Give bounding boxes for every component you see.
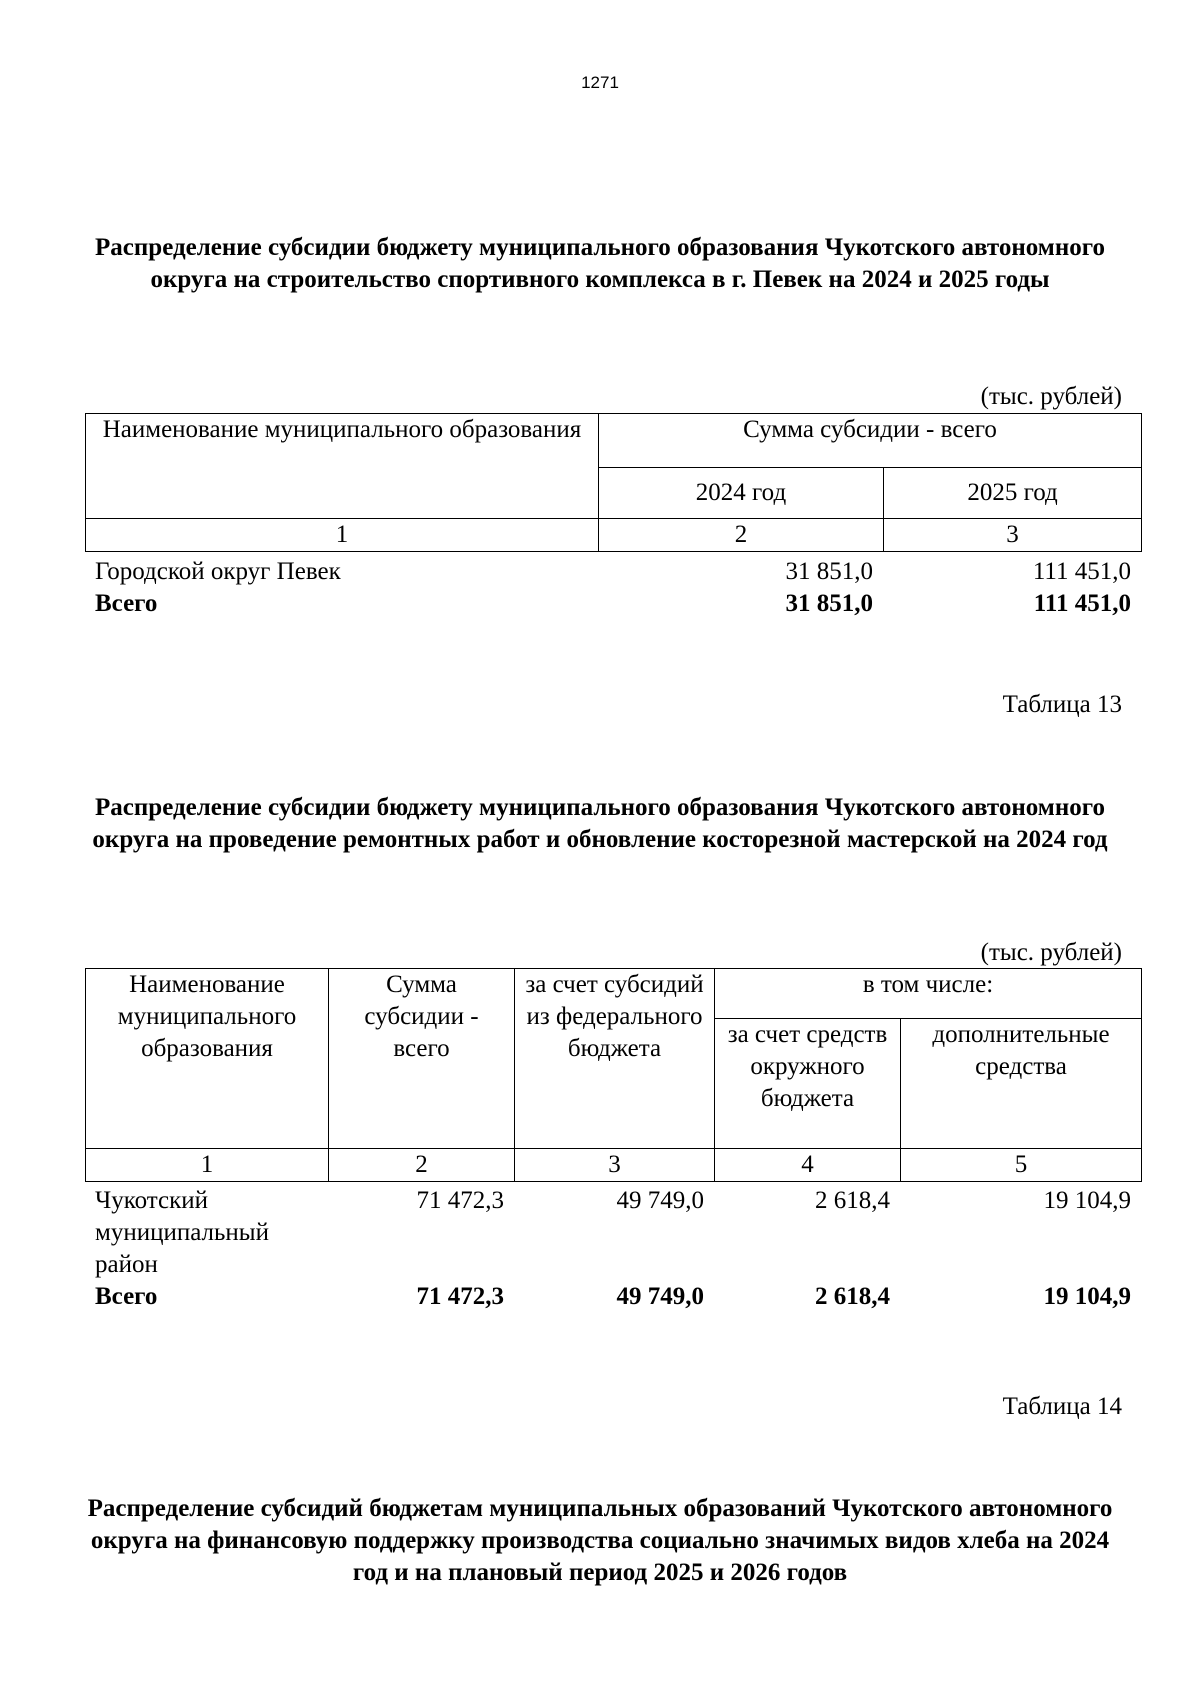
table12-body [85,556,1141,620]
page-number: 1271 [581,73,619,92]
table12-title: Распределение субсидии бюджету муниципального образования Чукотского автономного округа на строительство спортивного комплекса в г. Певек на 2024 и 2025 годы [95,234,1105,293]
table13-colnum: 2 [329,1149,515,1182]
table13-total-name: Всего [95,1283,158,1310]
table13-colnum: 5 [901,1149,1142,1182]
table12-row-2024: 31 851,0 [785,558,873,585]
table13-unit: (тыс. рублей) [980,939,1122,966]
table13-row-name: Чукотский муниципальный район [95,1187,269,1278]
table12-row-2025: 111 451,0 [1032,558,1131,585]
table13-header-name: Наименование муниципального образования [86,969,329,1149]
table12-total-name: Всего [95,590,158,617]
table13-colnum: 3 [515,1149,715,1182]
table13-row-okrug: 2 618,4 [815,1187,890,1214]
table12-header [85,413,1142,552]
table13-title: Распределение субсидии бюджету муниципального образования Чукотского автономного округа на проведение ремонтных работ и обновление косторезной мастерской на 2024 год [92,794,1108,853]
table13-colnum: 4 [715,1149,901,1182]
table14-title: Распределение субсидий бюджетам муниципальных образований Чукотского автономного округа на финансовую поддержку производства социально значимых видов хлеба на 2024 год и на плановый период 2025 и 2026 годов [87,1495,1113,1586]
table-row-total [85,1281,1141,1313]
table13-label: Таблица 13 [1002,691,1122,718]
table13-total-sum: 71 472,3 [416,1283,504,1310]
table13-header-including: в том числе: [715,969,1142,1019]
table-row [85,1185,1141,1281]
table12-colnum: 2 [599,519,884,552]
table12-colnum: 1 [86,519,599,552]
table12-unit: (тыс. рублей) [980,383,1122,410]
table12-header-year2: 2025 год [884,468,1142,519]
table13-total-okrug: 2 618,4 [815,1283,890,1310]
table12-total-2024: 31 851,0 [785,590,873,617]
table13-body [85,1185,1141,1313]
table13-row-federal: 49 749,0 [616,1187,704,1214]
table12-header-sum: Сумма субсидии - всего [599,414,1142,468]
table12-total-2025: 111 451,0 [1033,590,1131,617]
table13-header-federal: за счет субсидий из федерального бюджета [515,969,715,1149]
table13-total-federal: 49 749,0 [616,1283,704,1310]
table14-label: Таблица 14 [1002,1393,1122,1420]
table-row [85,556,1141,588]
table13-header-additional: дополнительные средства [901,1019,1142,1149]
table-row-total [85,588,1141,620]
table13-colnum: 1 [86,1149,329,1182]
table12-colnum: 3 [884,519,1142,552]
table13-row-sum: 71 472,3 [416,1187,504,1214]
table13-total-additional: 19 104,9 [1043,1283,1131,1310]
table13-row-additional: 19 104,9 [1043,1187,1131,1214]
table13-header [85,968,1142,1182]
table12-header-year1: 2024 год [599,468,884,519]
table13-header-okrug: за счет средств окружного бюджета [715,1019,901,1149]
table13-header-sum: Сумма субсидии - всего [329,969,515,1149]
table12-header-name: Наименование муниципального образования [86,414,599,519]
table12-row-name: Городской округ Певек [95,558,341,585]
